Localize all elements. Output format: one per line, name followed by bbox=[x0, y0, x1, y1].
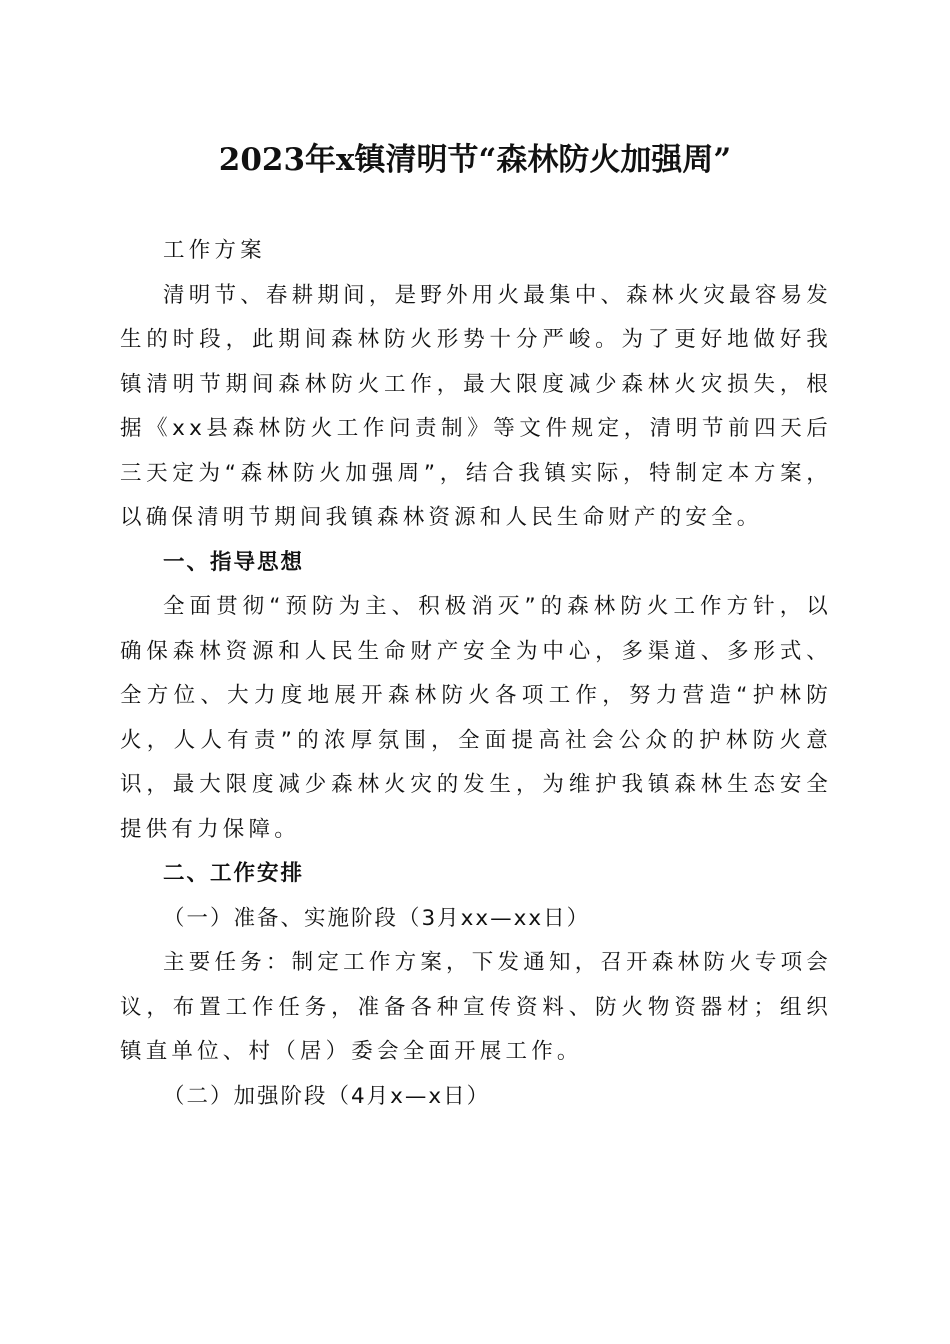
document-title: 2023年x镇清明节“森林防火加强周” bbox=[218, 142, 732, 178]
guiding-ideology-paragraph: 全面贯彻“预防为主、积极消灭”的森林防火工作方针，以确保森林资源和人民生命财产安全为中心，多渠道、多形式、全方位、大力度地展开森林防火各项工作，努力营造“护林防火，人人有责”的浓厚氛围，全面提高社会公众的护林防火意识，最大限度减少森林火灾的发生，为维护我镇森林生态安全提供有力保障。 bbox=[120, 594, 832, 842]
section-heading-guiding-ideology: 一、指导思想 bbox=[163, 549, 305, 575]
section-heading-work-arrangement: 二、工作安排 bbox=[163, 861, 305, 886]
stage-heading-preparation: （一）准备、实施阶段（3月xx—xx日） bbox=[163, 905, 591, 931]
intro-paragraph: 清明节、春耕期间，是野外用火最集中、森林火灾最容易发生的时段，此期间森林防火形势十分严峻。为了更好地做好我镇清明节期间森林防火工作，最大限度减少森林火灾损失，根据《xx县森林防火工作问责制》等文件规定，清明节前四天后三天定为“森林防火加强周”，结合我镇实际，特制定本方案，以确保清明节期间我镇森林资源和人民生命财产的安全。 bbox=[120, 282, 832, 530]
preparation-stage-paragraph: 主要任务：制定工作方案，下发通知，召开森林防火专项会议，布置工作任务，准备各种宣传资料、防火物资器材；组织镇直单位、村（居）委会全面开展工作。 bbox=[120, 950, 832, 1064]
document-subtitle: 工作方案 bbox=[163, 238, 266, 263]
stage-heading-strengthening: （二）加强阶段（4月x—x日） bbox=[163, 1083, 491, 1109]
document-body bbox=[120, 229, 832, 1119]
